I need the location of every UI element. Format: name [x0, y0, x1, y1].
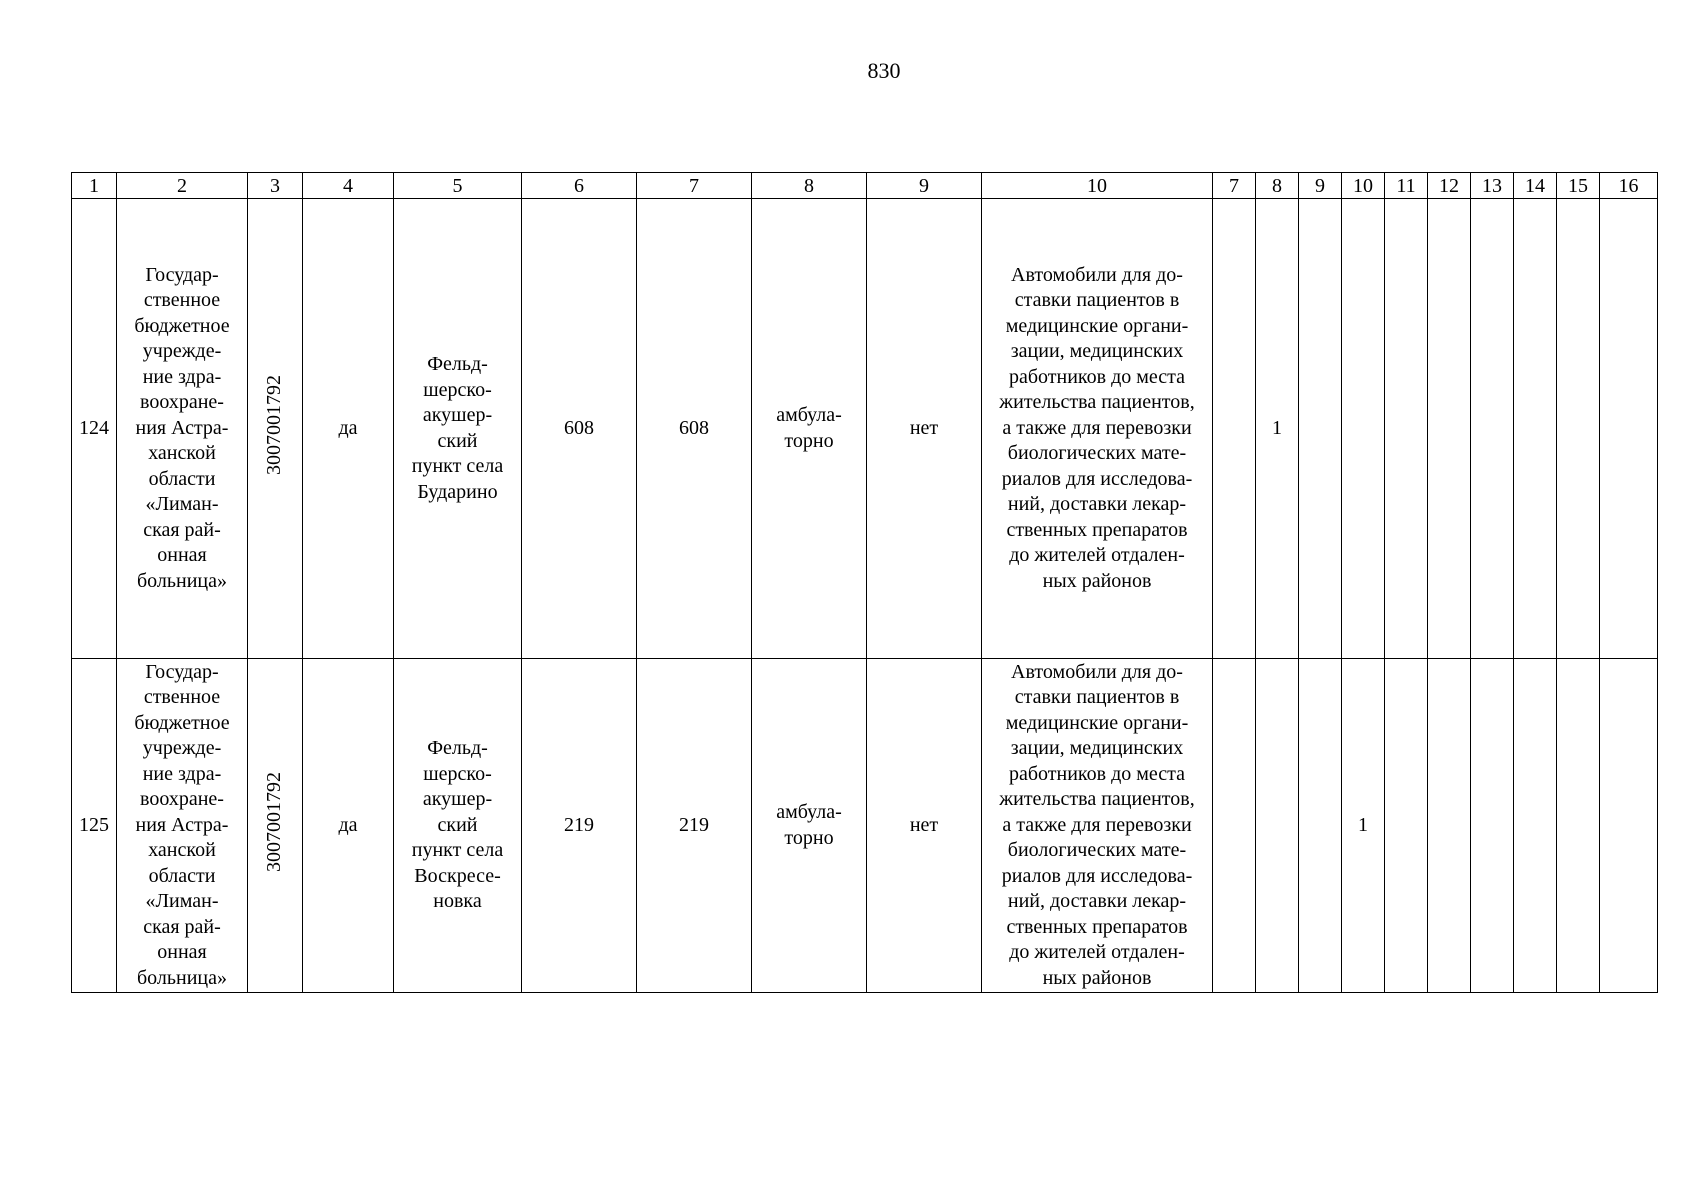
- count-cell: 1: [1342, 659, 1385, 993]
- column-header: 3: [248, 173, 303, 199]
- column-header: 4: [303, 173, 394, 199]
- column-header: 2: [117, 173, 248, 199]
- mode-cell: амбула- торно: [752, 199, 867, 659]
- column-header: 11: [1385, 173, 1428, 199]
- count-cell: [1557, 659, 1600, 993]
- count-cell: [1342, 199, 1385, 659]
- column-header: 15: [1557, 173, 1600, 199]
- column-header: 13: [1471, 173, 1514, 199]
- value-cell: нет: [867, 659, 982, 993]
- count-cell: [1471, 659, 1514, 993]
- mode-cell: амбула- торно: [752, 659, 867, 993]
- column-header: 9: [1299, 173, 1342, 199]
- column-header: 10: [982, 173, 1213, 199]
- code-text: 3007001792: [263, 374, 286, 475]
- column-header: 10: [1342, 173, 1385, 199]
- column-header: 12: [1428, 173, 1471, 199]
- count-cell: [1428, 199, 1471, 659]
- facility-cell: Фельд- шерско- акушер- ский пункт села Воскресе- новка: [394, 659, 522, 993]
- count-cell: [1299, 199, 1342, 659]
- count-cell: [1385, 199, 1428, 659]
- column-header: 9: [867, 173, 982, 199]
- value-cell: 608: [637, 199, 752, 659]
- count-cell: [1471, 199, 1514, 659]
- count-cell: [1514, 199, 1557, 659]
- flag-cell: да: [303, 659, 394, 993]
- header-row: [72, 173, 1658, 199]
- column-header: 16: [1600, 173, 1658, 199]
- count-cell: [1213, 659, 1256, 993]
- table-row: [72, 199, 1658, 659]
- value-cell: 219: [522, 659, 637, 993]
- row-number: 124: [72, 199, 117, 659]
- data-table: [71, 172, 1658, 993]
- count-cell: [1557, 199, 1600, 659]
- table-row: [72, 659, 1658, 993]
- column-header: 1: [72, 173, 117, 199]
- row-number: 125: [72, 659, 117, 993]
- count-cell: [1213, 199, 1256, 659]
- count-cell: [1428, 659, 1471, 993]
- value-cell: 608: [522, 199, 637, 659]
- count-cell: [1385, 659, 1428, 993]
- facility-cell: Фельд- шерско- акушер- ский пункт села Бударино: [394, 199, 522, 659]
- value-cell: 219: [637, 659, 752, 993]
- organization-cell: Государ- ственное бюджетное учрежде- ние здра- воохране- ния Астра- ханской области «Лиман- ская рай- онная больница»: [117, 659, 248, 993]
- column-header: 6: [522, 173, 637, 199]
- count-cell: [1600, 199, 1658, 659]
- code-cell: [248, 659, 303, 993]
- page-number: 830: [867, 58, 901, 83]
- flag-cell: да: [303, 199, 394, 659]
- count-cell: [1514, 659, 1557, 993]
- column-header: 8: [1256, 173, 1299, 199]
- code-text: 3007001792: [263, 771, 286, 872]
- column-header: 7: [637, 173, 752, 199]
- description-cell: Автомобили для до- ставки пациентов в медицинские органи- зации, медицинских работников до места жительства пациентов, а также для перевозки биологических мате- риалов для исследова- ний, доставки лекар- ственных препаратов до жителей отдален- ных районов: [982, 199, 1213, 659]
- count-cell: [1600, 659, 1658, 993]
- column-header: 14: [1514, 173, 1557, 199]
- organization-cell: Государ- ственное бюджетное учрежде- ние здра- воохране- ния Астра- ханской области «Лиман- ская рай- онная больница»: [117, 199, 248, 659]
- column-header: 7: [1213, 173, 1256, 199]
- count-cell: [1299, 659, 1342, 993]
- value-cell: нет: [867, 199, 982, 659]
- column-header: 5: [394, 173, 522, 199]
- count-cell: 1: [1256, 199, 1299, 659]
- count-cell: [1256, 659, 1299, 993]
- code-cell: [248, 199, 303, 659]
- description-cell: Автомобили для до- ставки пациентов в медицинские органи- зации, медицинских работников до места жительства пациентов, а также для перевозки биологических мате- риалов для исследова- ний, доставки лекар- ственных препаратов до жителей отдален- ных районов: [982, 659, 1213, 993]
- column-header: 8: [752, 173, 867, 199]
